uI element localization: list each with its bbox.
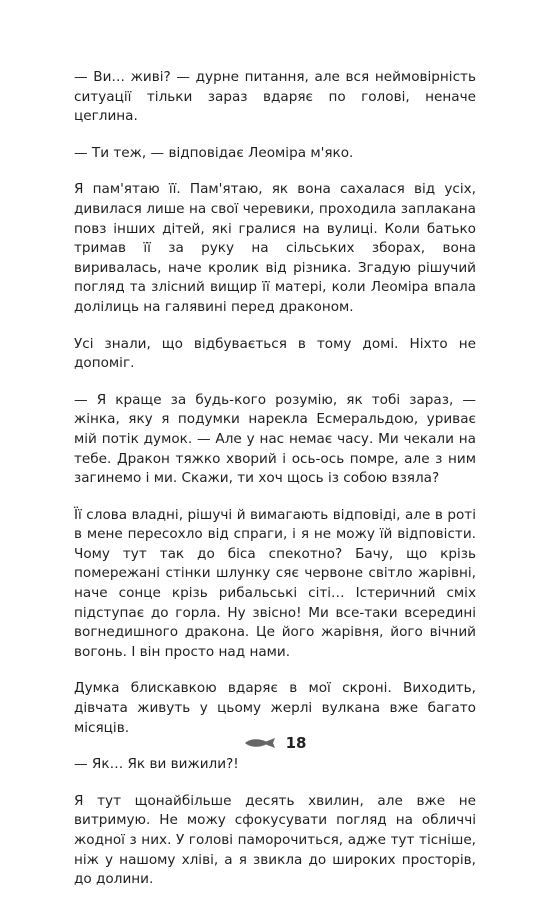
paragraph: — Ти теж, — відповідає Леоміра м'яко. [74,144,354,161]
fish-silhouette-icon [244,737,278,749]
paragraph: — Я краще за будь-кого розумію, як тобі зараз, — жінка, яку я подумки нарекла Есмеральдою, уриває мій потік думок. — Але у нас немає часу. Ми чекали на тебе. Дракон тяжко хворий і ось-ось помре, але з ним загинемо і ми. Скажи, ти хоч щось із собою взяла? [74,391,476,487]
paragraph: Усі знали, що відбувається в тому домі. Ніхто не допоміг. [74,335,476,372]
paragraph: Її слова владні, рішучі й вимагають відповіді, але в роті в мене пересохло від спраги, і я не можу їй відповісти. Чому тут так до біса спекотно? Бачу, що крізь помережані стінки шлунку сяє червоне світло жарівні, наче сонце крізь рибальські сіті… Істеричний сміх підступає до горла. Ну звісно! Ми все-таки всередині вогнедишного дракона. Це його жарівня, його вічний вогонь. І він просто над нами. [74,506,476,660]
paragraph: — Як… Як ви вижили?! [74,756,239,773]
paragraph: — Ви… живі? — дурне питання, але вся неймовірність ситуації тільки зараз вдаряє по голові, неначе цеглина. [74,69,476,125]
page-number: 18 [285,734,307,752]
page-footer [0,734,550,752]
paragraph: Думка блискавкою вдаряє в мої скроні. Виходить, дівчата живуть у цьому жерлі вулкана вже багато місяців. [74,680,476,736]
page-body [74,68,476,907]
paragraph: Я пам'ятаю її. Пам'ятаю, як вона сахалася від усіх, дивилася лише на свої черевики, проходила заплакана повз інших дітей, які гралися на вулиці. Коли батько тримав її за руку на сільських зборах, вона виривалась, наче кролик від різника. Згадую рішучий погляд та злісний вищир її матері, коли Леоміра впала долілиць на галявині перед драконом. [74,181,476,315]
paragraph: Я тут щонайбільше десять хвилин, але вже не витримую. Не можу сфокусувати погляд на обличчі жодної з них. У голові паморочиться, адже тут тісніше, ніж у нашому хліві, а я звикла до широких просторів, до долини. [74,792,476,888]
